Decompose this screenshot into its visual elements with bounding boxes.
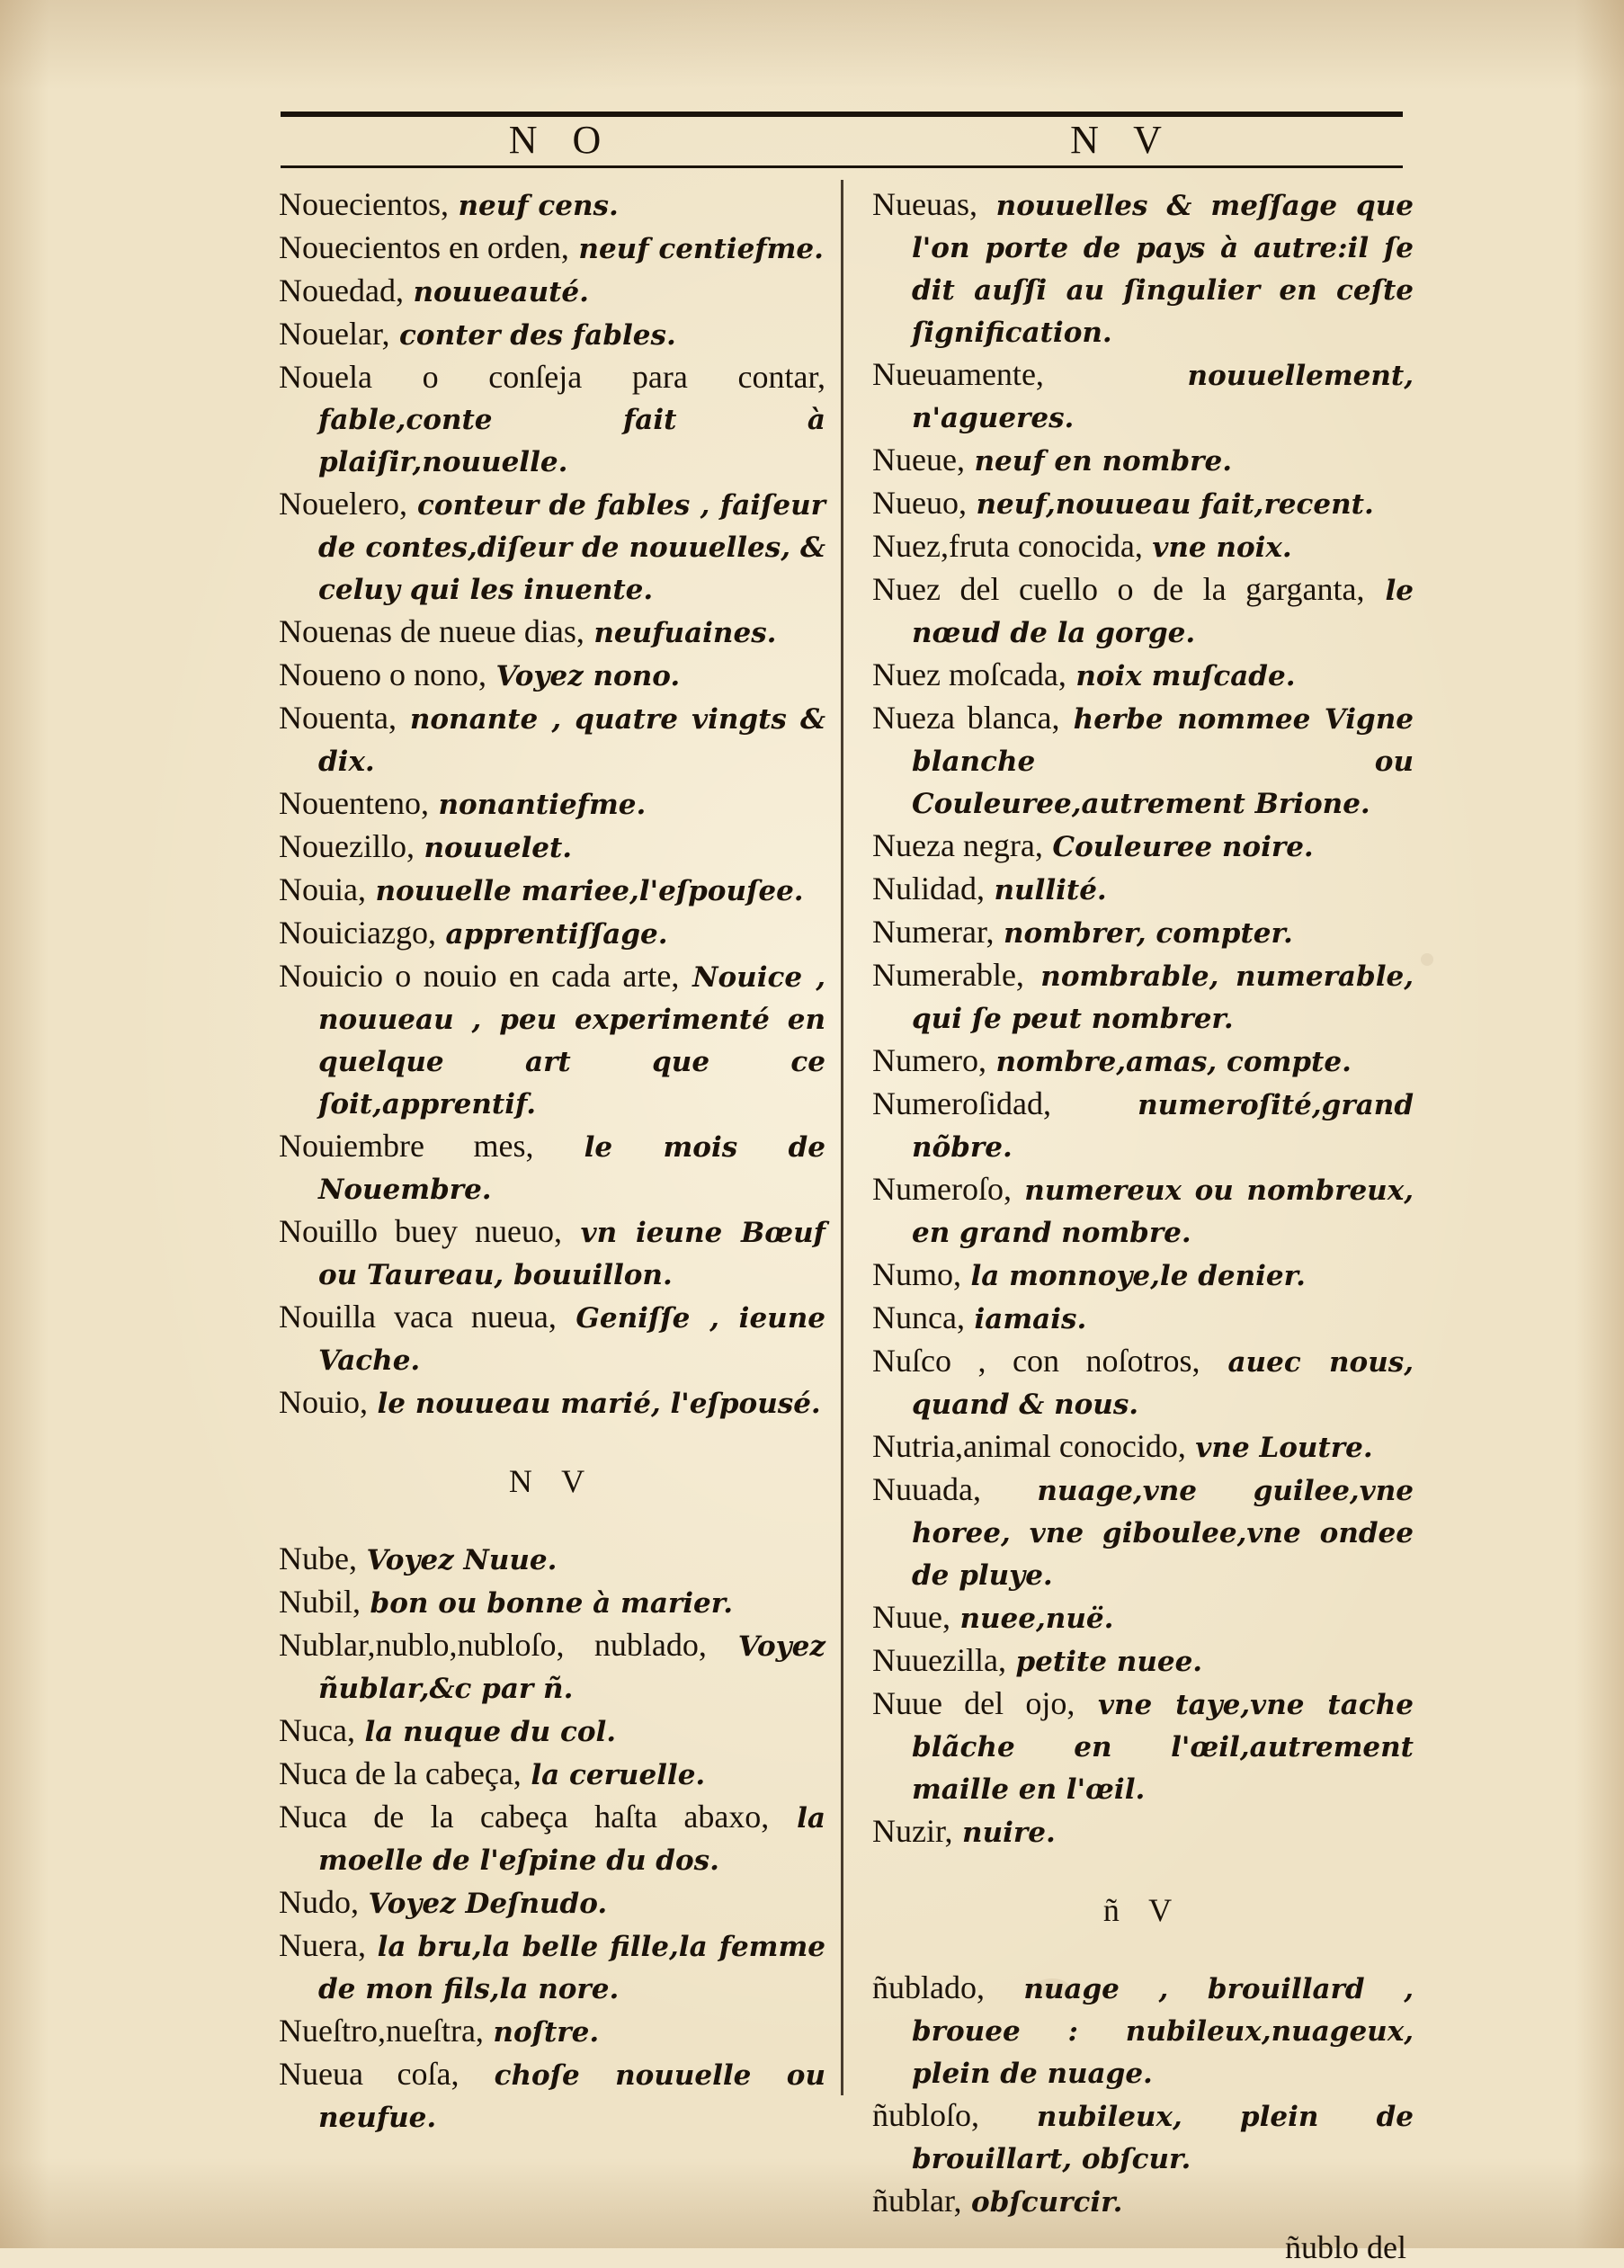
entry-headword: Nouenas de nueue dias, <box>279 613 584 649</box>
entry-headword: Nutria,animal conocido, <box>872 1428 1186 1464</box>
entry-headword: Nouiembre mes, <box>279 1128 534 1164</box>
entry-definition: le mois de Nouembre. <box>318 1131 825 1206</box>
entry-headword: Nulidad, <box>872 871 985 906</box>
entry-definition: neuf centiefme. <box>578 233 824 265</box>
entry-definition: conter des fables. <box>399 319 676 352</box>
dictionary-entry <box>279 313 825 356</box>
dictionary-entry <box>872 654 1414 697</box>
entry-headword: Numero, <box>872 1042 986 1078</box>
dictionary-entry <box>279 1381 825 1424</box>
entry-definition: neuf en nombre. <box>974 445 1232 478</box>
entry-headword: Nuez,fruta conocida, <box>872 528 1143 564</box>
dictionary-entry <box>279 227 825 270</box>
entry-headword: Nueuamente, <box>872 356 1044 392</box>
entry-headword: Nouilla vaca nueua, <box>279 1299 557 1335</box>
dictionary-entry <box>279 1296 825 1381</box>
entry-headword: Nueuo, <box>872 485 967 521</box>
entry-definition: petite nuee. <box>1015 1646 1203 1678</box>
dictionary-entry <box>279 1710 825 1753</box>
entry-headword: Nouezillo, <box>279 828 415 864</box>
dictionary-entry <box>872 1425 1414 1469</box>
entry-definition: vne taye,vne tache blãche en l'œil,autrement maille en l'œil. <box>912 1689 1414 1806</box>
dictionary-entry <box>872 353 1414 439</box>
entry-headword: Nunca, <box>872 1299 965 1335</box>
dictionary-entry <box>279 1924 825 2010</box>
entry-headword: Nuuezilla, <box>872 1642 1006 1678</box>
paper-spot <box>1421 953 1433 966</box>
entry-definition: vn ieune Bœuf ou Taureau, bouuillon. <box>318 1217 825 1291</box>
entry-headword: Nueza blanca, <box>872 700 1060 736</box>
entry-headword: Nuca, <box>279 1712 355 1748</box>
entry-headword: Nouia, <box>279 871 366 907</box>
entry-definition: nouuelle mariee,l'eſpouſee. <box>375 875 804 907</box>
dictionary-entry <box>279 697 825 782</box>
entry-headword: Nuera, <box>279 1927 366 1963</box>
entry-definition: nombrer, compter. <box>1004 917 1293 950</box>
entry-definition: Nouice , nouueau , peu experimenté en quelque art que ce ſoit,apprentif. <box>318 961 825 1121</box>
entry-definition: vne Loutre. <box>1195 1432 1373 1464</box>
dictionary-entry <box>279 356 825 483</box>
dictionary-entry <box>279 1125 825 1210</box>
entry-headword: ñubloſo, <box>872 2097 980 2133</box>
header-rule <box>281 165 1403 168</box>
entry-definition: numereux ou nombreux, en grand nombre. <box>912 1174 1414 1249</box>
entry-headword: Nueue, <box>872 442 965 478</box>
running-head-left: N O <box>508 118 614 162</box>
dictionary-entry <box>872 1683 1414 1810</box>
entry-headword: Nuue del ojo, <box>872 1685 1075 1721</box>
dictionary-entry <box>872 697 1414 825</box>
dictionary-entry <box>279 826 825 869</box>
entry-definition: nuee,nuë. <box>959 1603 1114 1635</box>
entry-headword: Nuez moſcada, <box>872 656 1066 692</box>
entry-headword: Nouio, <box>279 1384 368 1420</box>
entry-headword: Numerar, <box>872 914 995 950</box>
entry-definition: numeroſité,grand nõbre. <box>912 1089 1414 1164</box>
dictionary-entry <box>279 183 825 227</box>
entry-definition: fable,conte fait à plaiſir,nouuelle. <box>318 404 825 478</box>
entry-definition: Voyez ñublar,&c par ñ. <box>318 1630 825 1705</box>
dictionary-entry <box>279 1581 825 1624</box>
entry-headword: Nouenteno, <box>279 785 429 821</box>
entry-definition: nonante , quatre vingts & dix. <box>318 703 825 778</box>
entry-definition: nubileux, plein de brouillart, obſcur. <box>912 2101 1414 2175</box>
dictionary-entry <box>279 912 825 955</box>
dictionary-entry <box>279 1210 825 1296</box>
entry-definition: nouueauté. <box>413 276 589 308</box>
dictionary-entry <box>872 439 1414 482</box>
dictionary-entry <box>872 2180 1414 2223</box>
entry-definition: Voyez Nuue. <box>366 1544 558 1576</box>
entry-headword: Nuca de la cabeça, <box>279 1755 522 1791</box>
entry-headword: Nube, <box>279 1540 357 1576</box>
entry-headword: Nouedad, <box>279 272 404 308</box>
entry-headword: Nouela o conſeja para contar, <box>279 359 825 395</box>
entry-headword: Nublar,nublo,nubloſo, nublado, <box>279 1627 707 1663</box>
dictionary-entry <box>872 1340 1414 1425</box>
dictionary-entry <box>279 869 825 912</box>
dictionary-entry <box>279 1796 825 1881</box>
dictionary-entry <box>872 1254 1414 1297</box>
entry-definition: la nuque du col. <box>364 1716 617 1748</box>
dictionary-entry <box>872 183 1414 353</box>
entry-headword: Nouecientos, <box>279 186 449 222</box>
entry-definition: Geniſſe , ieune Vache. <box>318 1302 825 1377</box>
entry-definition: Voyez nono. <box>495 660 681 692</box>
dictionary-entry <box>872 1596 1414 1639</box>
dictionary-entry <box>279 1624 825 1710</box>
entry-definition: la ceruelle. <box>531 1759 706 1791</box>
dictionary-entry <box>872 568 1414 654</box>
entry-definition: nouuellement, n'agueres. <box>912 360 1414 434</box>
entry-headword: Nouicio o nouio en cada arte, <box>279 958 680 994</box>
entry-definition: nuire. <box>962 1817 1056 1849</box>
dictionary-entry <box>872 1810 1414 1853</box>
entry-definition: neuf cens. <box>458 190 619 222</box>
dictionary-entry <box>872 911 1414 954</box>
entry-headword: ñublar, <box>872 2183 962 2219</box>
entry-headword: Nubil, <box>279 1584 361 1620</box>
entry-definition: nullité. <box>994 874 1107 906</box>
dictionary-entry <box>872 2094 1414 2180</box>
dictionary-entry <box>872 1040 1414 1083</box>
entry-definition: Voyez Deſnudo. <box>368 1888 608 1920</box>
dictionary-entry <box>279 1538 825 1581</box>
dictionary-entry <box>872 525 1414 568</box>
dictionary-entry <box>872 1083 1414 1168</box>
entry-definition: iamais. <box>974 1303 1087 1335</box>
entry-definition: nombre,amas, compte. <box>995 1046 1352 1078</box>
entry-definition: noix muſcade. <box>1075 660 1296 692</box>
dictionary-entry <box>279 2010 825 2053</box>
entry-definition: auec nous, quand & nous. <box>912 1346 1414 1421</box>
entry-headword: Nuca de la cabeça haſta abaxo, <box>279 1799 770 1835</box>
entry-definition: la bru,la belle fille,la femme de mon fils,la nore. <box>318 1931 825 2005</box>
entry-headword: Numeroſidad, <box>872 1085 1051 1121</box>
dictionary-entry <box>872 825 1414 868</box>
entry-headword: Nueſtro,nueſtra, <box>279 2013 484 2049</box>
entry-definition: noſtre. <box>493 2016 600 2049</box>
column-divider <box>841 180 843 2095</box>
entry-headword: Nuez del cuello o de la garganta, <box>872 571 1365 607</box>
entry-headword: Numo, <box>872 1256 961 1292</box>
entry-headword: Nudo, <box>279 1884 359 1920</box>
running-head-right: N V <box>1070 118 1174 162</box>
entry-definition: la moelle de l'eſpine du dos. <box>318 1802 825 1877</box>
entry-headword: Noueno o nono, <box>279 656 486 692</box>
dictionary-entry <box>279 1881 825 1924</box>
entry-definition: nouuelles & meſſage que l'on porte de pays à autre:il ſe dit auſſi au ſingulier en ceſte ſignification. <box>912 190 1414 349</box>
entry-definition: obſcurcir. <box>971 2186 1123 2219</box>
dictionary-entry <box>279 270 825 313</box>
entry-headword: Nueuas, <box>872 186 977 222</box>
right-column <box>872 183 1414 2268</box>
entry-definition: le nouueau marié, l'eſpousé. <box>377 1388 821 1420</box>
dictionary-entry <box>279 611 825 654</box>
dictionary-entry <box>872 482 1414 525</box>
entry-definition: vne noix. <box>1152 531 1292 564</box>
entry-headword: Nueza negra, <box>872 827 1043 863</box>
entry-definition: herbe nommee Vigne blanche ou Couleuree,autrement Brione. <box>912 703 1414 820</box>
dictionary-entry <box>872 1168 1414 1254</box>
entry-headword: Nouelero, <box>279 486 407 522</box>
entry-headword: Nouecientos en orden, <box>279 229 569 265</box>
entry-definition: nuage , brouillard , brouee : nubileux,nuageux, plein de nuage. <box>912 1973 1414 2090</box>
entry-headword: Nouelar, <box>279 316 390 352</box>
entry-headword: ñublado, <box>872 1969 985 2005</box>
catchword: ñublo del <box>1285 2229 1406 2265</box>
left-column <box>279 183 825 2139</box>
entry-definition: apprentiſſage. <box>445 918 668 951</box>
entry-definition: nuage,vne guilee,vne horee, vne giboulee,vne ondee de pluye. <box>912 1475 1414 1592</box>
entry-headword: Nuzir, <box>872 1813 953 1849</box>
entry-definition: nombrable, numerable, qui ſe peut nombrer. <box>912 960 1414 1035</box>
entry-definition: nonantiefme. <box>438 789 647 821</box>
entry-headword: Nueua coſa, <box>279 2056 460 2092</box>
entry-headword: Nouillo buey nueuo, <box>279 1213 563 1249</box>
entry-definition: bon ou bonne à marier. <box>370 1587 734 1620</box>
entry-headword: Nouenta, <box>279 700 397 736</box>
section-heading-nv: N V <box>508 1463 596 1499</box>
dictionary-entry <box>279 955 825 1125</box>
dictionary-entry <box>872 1967 1414 2094</box>
dictionary-entry <box>872 1297 1414 1340</box>
entry-definition: le nœud de la gorge. <box>912 575 1414 649</box>
entry-headword: Nuuada, <box>872 1471 981 1507</box>
dictionary-entry <box>872 1469 1414 1596</box>
entry-definition: neuf,nouueau fait,recent. <box>976 488 1374 521</box>
dictionary-entry <box>872 954 1414 1040</box>
section-heading-enye-v: ñ V <box>1102 1892 1183 1928</box>
dictionary-entry <box>279 2053 825 2139</box>
entry-headword: Nuſco , con noſotros, <box>872 1343 1200 1379</box>
entry-headword: Numerable, <box>872 957 1024 993</box>
dictionary-entry <box>872 1639 1414 1683</box>
dictionary-entry <box>279 654 825 697</box>
entry-definition: choſe nouuelle ou neufue. <box>318 2059 825 2134</box>
dictionary-entry <box>279 1753 825 1796</box>
entry-definition: nouuelet. <box>424 832 573 864</box>
entry-definition: neufuaines. <box>593 617 777 649</box>
dictionary-entry <box>279 782 825 826</box>
entry-headword: Nouiciazgo, <box>279 915 436 951</box>
entry-headword: Numeroſo, <box>872 1171 1012 1207</box>
entry-definition: la monnoye,le denier. <box>970 1260 1306 1292</box>
entry-definition: Couleuree noire. <box>1052 831 1314 863</box>
entry-headword: Nuue, <box>872 1599 950 1635</box>
dictionary-entry <box>279 483 825 611</box>
entry-definition: conteur de fables , faiſeur de contes,diſeur de nouuelles, & celuy qui les inuente. <box>318 489 825 606</box>
dictionary-entry <box>872 868 1414 911</box>
